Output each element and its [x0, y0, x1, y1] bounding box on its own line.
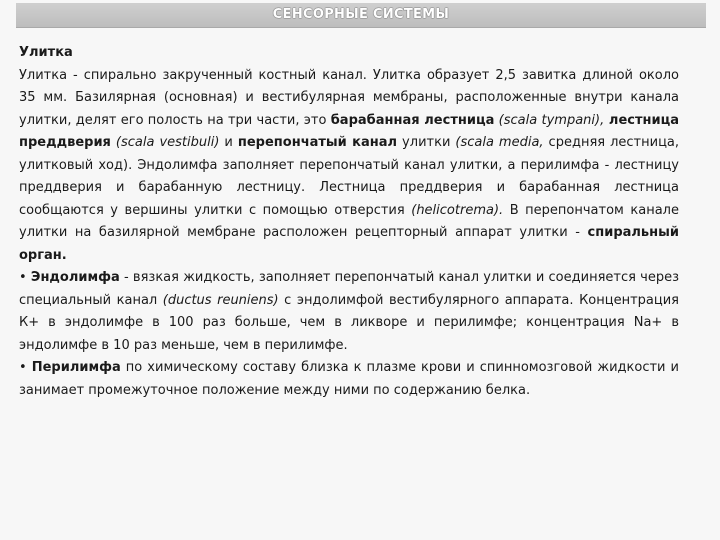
- bullet-marker: •: [19, 360, 32, 375]
- bullet-marker: •: [19, 270, 31, 285]
- latin-ductus-reuniens: (ductus reuniens): [162, 292, 279, 308]
- text-run: В перепончатом канале улитки на базилярной мембране расположен рецепторный аппарат улитки -: [19, 202, 679, 240]
- term-cochlear-duct: перепончатый канал: [237, 135, 398, 150]
- slide-title: СЕНСОРНЫЕ СИСТЕМЫ: [272, 7, 450, 22]
- paragraph-perilymph: [19, 357, 679, 402]
- term-spiral-organ: спиральный орган.: [19, 225, 679, 263]
- text-run: улитки: [397, 135, 456, 150]
- term-scala-tympani: барабанная лестница: [330, 112, 495, 128]
- slide-header-bar: [16, 3, 706, 28]
- slide-content: [19, 42, 679, 402]
- latin-helicotrema: (helicotrema).: [411, 202, 504, 218]
- latin-scala-media: (scala media,: [455, 135, 544, 150]
- term-perilymph: Перилимфа: [31, 360, 121, 375]
- text-run: - вязкая жидкость, заполняет перепончатый канал улитки и соединяется через специальный канал: [19, 270, 679, 308]
- text-run: Улитка - спирально закрученный костный канал. Улитка образует 2,5 завитка длиной около 35 мм. Базилярная (основная) и вестибулярная мембраны, расположенные внутри канала улитки, делят его полость на три части, это: [19, 67, 679, 128]
- latin-scala-vestibuli: (scala vestibuli): [110, 135, 220, 150]
- term-endolymph: Эндолимфа: [30, 270, 120, 285]
- text-run: и: [219, 135, 238, 150]
- text-run: средняя лестница, улитковый ход). Эндолимфа заполняет перепончатый канал улитки, а перилимфа - лестницу преддверия и барабанную лестницу. Лестница преддверия и барабанная лестница сообщаются у вершины улитки с помощью отверстия: [19, 135, 680, 218]
- latin-scala-tympani: (scala tympani),: [494, 112, 605, 128]
- section-title: Улитка: [19, 45, 73, 60]
- paragraph-endolymph: [19, 267, 679, 357]
- term-scala-vestibuli: лестница преддверия: [19, 112, 680, 150]
- text-run: с эндолимфой вестибулярного аппарата. Концентрация К+ в эндолимфе в 100 раз больше, чем в ликворе и перилимфе; концентрация Na+ в эндолимфе в 10 раз меньше, чем в перилимфе.: [19, 292, 680, 353]
- paragraph-cochlea: [19, 65, 679, 268]
- text-run: по химическому составу близка к плазме крови и спинномозговой жидкости и занимает промежуточное положение между ними по содержанию белка.: [19, 360, 679, 398]
